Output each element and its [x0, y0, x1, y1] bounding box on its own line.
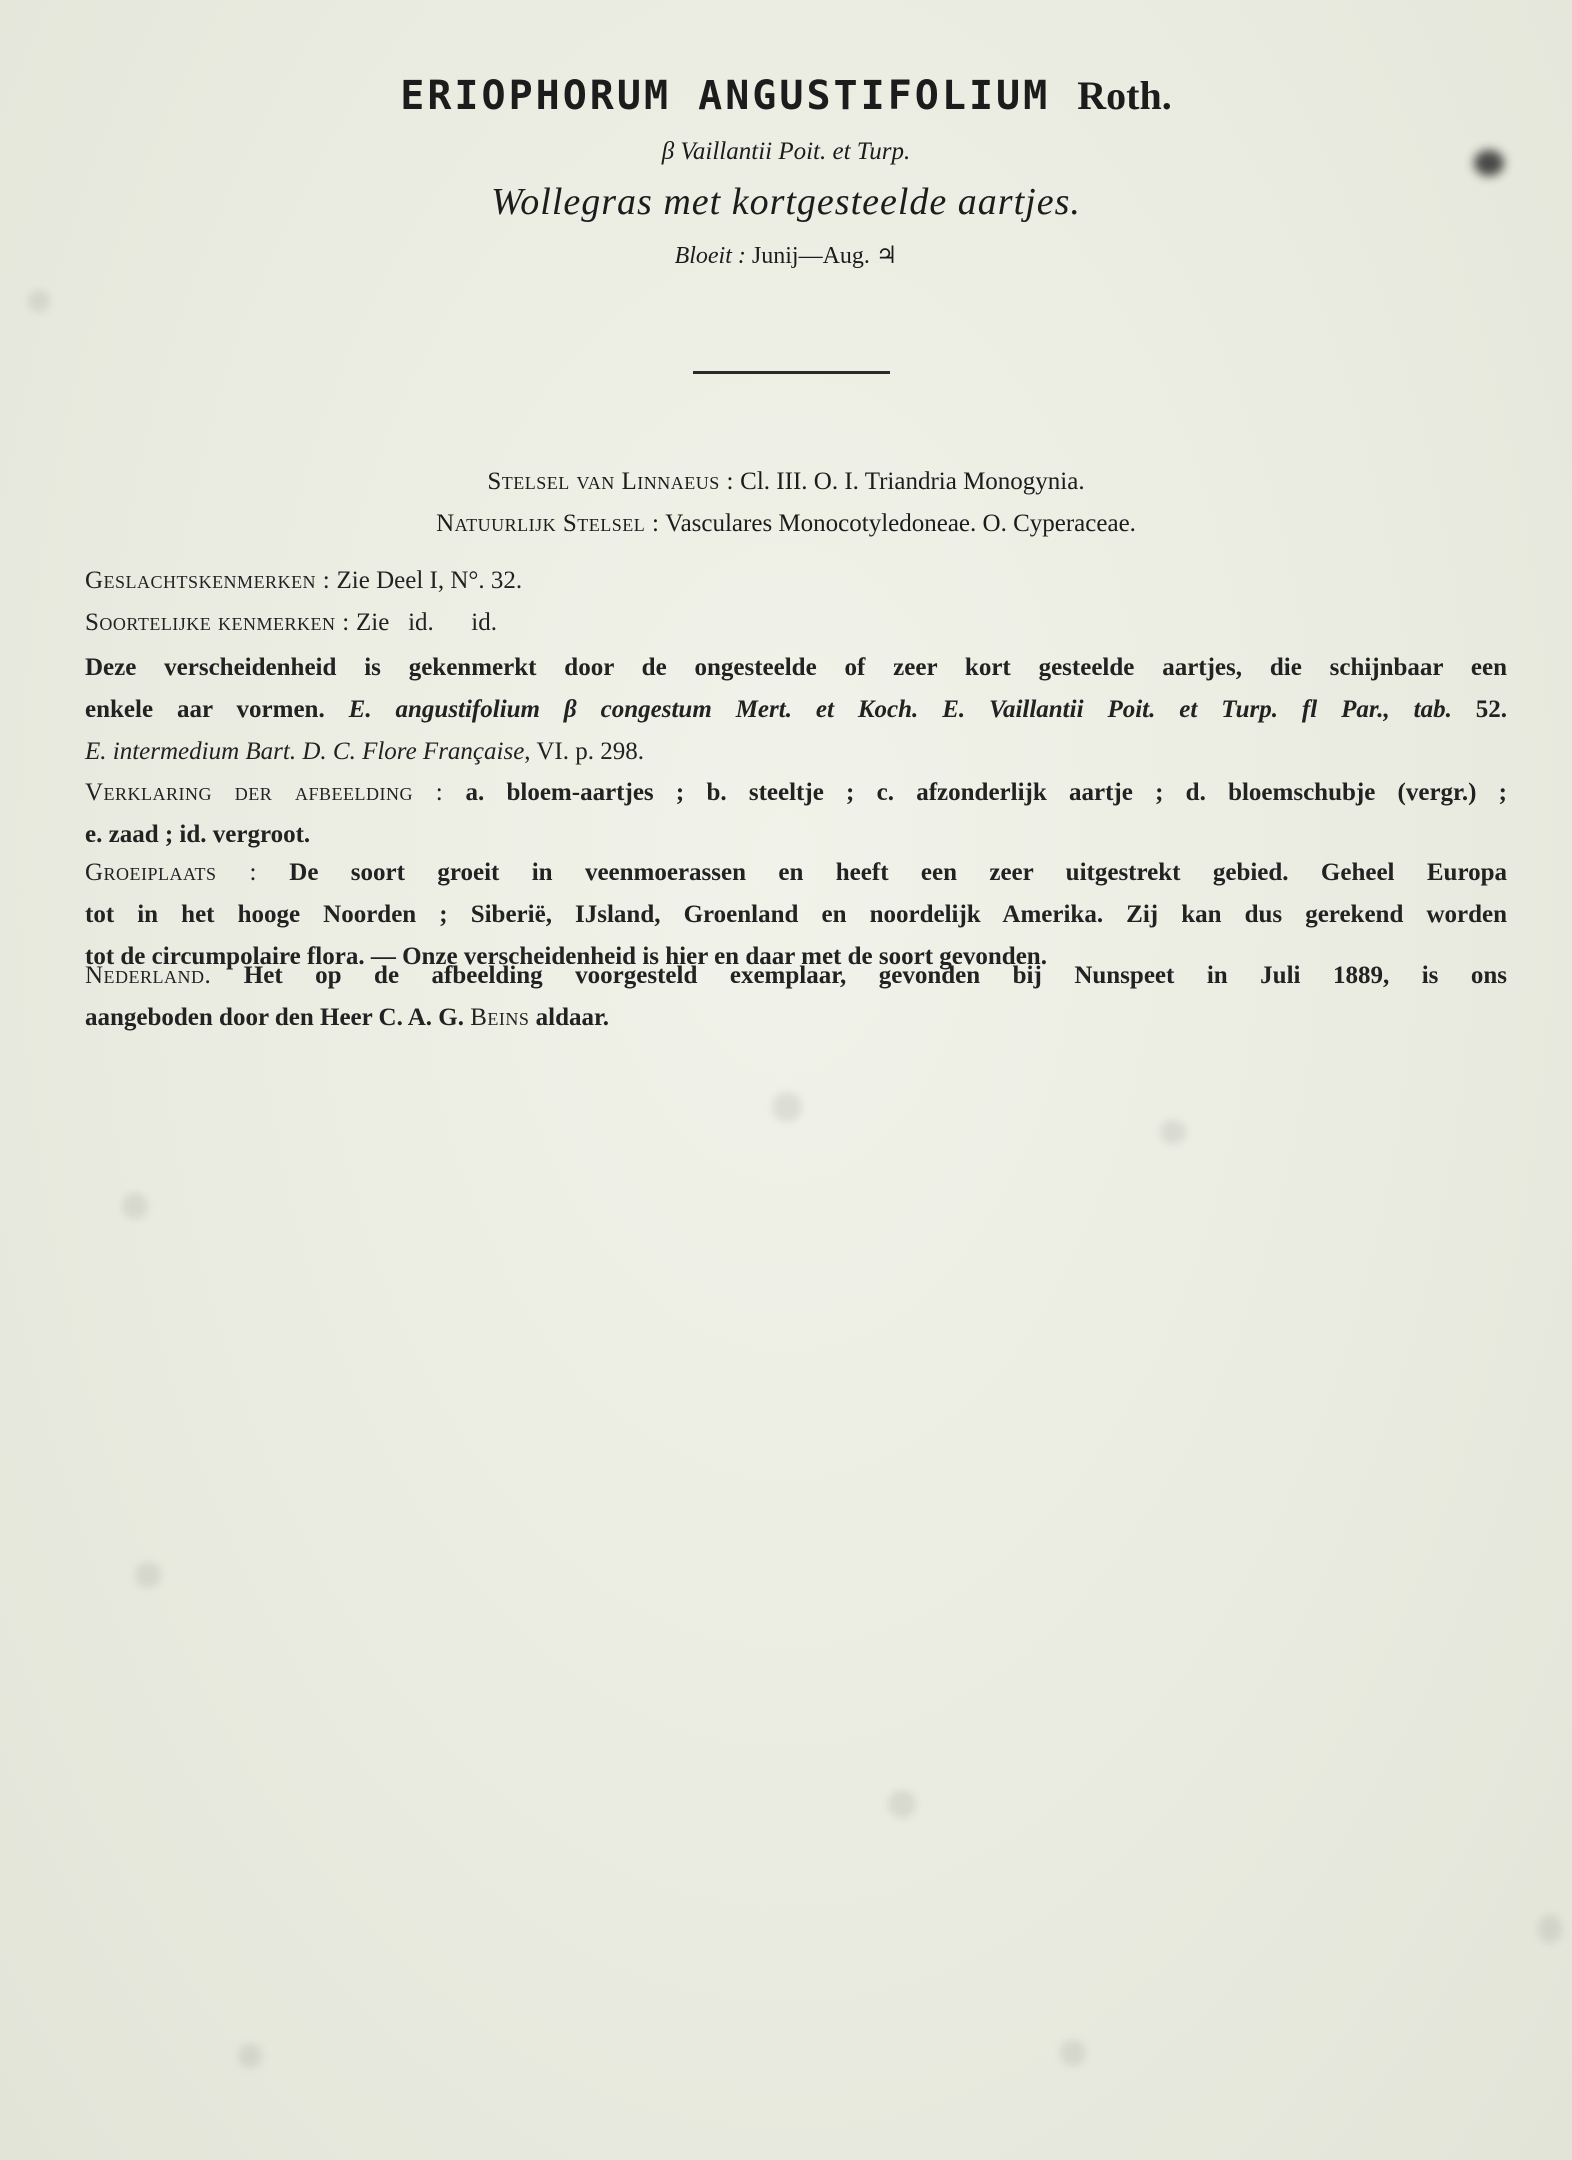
genus-value: Zie Deel I, N°. 32.	[336, 567, 523, 594]
habitat-label: Groeiplaats :	[85, 859, 257, 886]
netherlands-label: Nederland.	[85, 962, 212, 989]
bloom-value: Junij—Aug. ♃	[751, 243, 898, 269]
species-author: Roth.	[1077, 73, 1172, 118]
description-paragraph	[85, 647, 1507, 773]
natural-system	[0, 510, 1572, 538]
natural-label: Natuurlijk Stelsel :	[436, 510, 660, 537]
explanation-line	[85, 772, 1507, 814]
linnaeus-value: Cl. III. O. I. Triandria Monogynia.	[740, 468, 1085, 495]
description-text: enkele aar vormen.	[85, 696, 325, 723]
description-synonyms: E. angustifolium β congestum Mert. et Koch. E. Vaillantii Poit. et Turp. fl Par., tab.	[348, 696, 1452, 723]
paper-stain	[122, 1193, 148, 1219]
habitat-line: tot in het hooge Noorden ; Siberië, IJsland, Groenland en noordelijk Amerika. Zij kan dus gerekend worden	[85, 901, 1507, 928]
habitat-text: De soort groeit in veenmoerassen en heeft een zeer uitgestrekt gebied. Geheel Europa	[289, 859, 1508, 886]
paper-stain	[28, 290, 50, 312]
description-synonym: E. intermedium Bart. D. C. Flore Française	[85, 738, 525, 765]
genus-characters	[85, 560, 1507, 602]
species-value: Zie id. id.	[356, 609, 497, 636]
netherlands-text: Het op de afbeelding voorgesteld exemplaar, gevonden bij Nunspeet in Juli 1889, is ons	[243, 962, 1508, 989]
netherlands-line	[85, 997, 1507, 1039]
habitat-line	[85, 852, 1507, 894]
description-text: , VI. p. 298.	[524, 738, 644, 765]
netherlands-text: aldaar.	[535, 1004, 610, 1031]
bloom-label: Bloeit :	[674, 243, 746, 269]
donor-name: Beins	[470, 1004, 530, 1031]
paper-stain	[1538, 1915, 1562, 1943]
description-line: Deze verscheidenheid is gekenmerkt door de ongesteelde of zeer kort gesteelde aartjes, die schijnbaar een	[85, 654, 1507, 681]
divider-rule	[693, 371, 890, 374]
netherlands-line	[85, 955, 1507, 997]
netherlands-paragraph	[85, 955, 1507, 1039]
description-text: 52.	[1475, 696, 1508, 723]
netherlands-text: aangeboden door den Heer C. A. G.	[85, 1004, 464, 1031]
bloom-period	[0, 241, 1572, 270]
variety-name: β Vaillantii Poit. et Turp.	[661, 138, 911, 165]
linnaeus-label: Stelsel van Linnaeus :	[487, 468, 734, 495]
habitat-line: tot de circumpolaire flora. — Onze verscheidenheid is hier en daar met de soort gevonden.	[85, 943, 1047, 970]
description-line	[85, 731, 1507, 773]
explanation-label: Verklaring der afbeelding :	[85, 779, 444, 806]
species-title	[0, 72, 1572, 119]
paper-stain	[135, 1562, 161, 1588]
species-characters	[85, 602, 1507, 644]
common-name: Wollegras met kortgesteelde aartjes.	[491, 181, 1081, 223]
paper-stain	[1060, 2040, 1086, 2066]
linnaeus-system	[0, 468, 1572, 496]
natural-value: Vasculares Monocotyledoneae. O. Cyperaceae.	[665, 510, 1136, 537]
paper-stain	[888, 1790, 916, 1818]
species-label: Soortelijke kenmerken :	[85, 609, 350, 636]
paper-stain	[1160, 1120, 1186, 1144]
paper-stain	[238, 2044, 262, 2068]
figure-explanation	[85, 772, 1507, 856]
species-name: ERIOPHORUM ANGUSTIFOLIUM	[400, 73, 1051, 119]
explanation-line: e. zaad ; id. vergroot.	[85, 821, 311, 848]
description-line	[85, 689, 1507, 731]
genus-label: Geslachtskenmerken :	[85, 567, 331, 594]
paper-stain	[772, 1092, 802, 1122]
explanation-text: a. bloem-aartjes ; b. steeltje ; c. afzonderlijk aartje ; d. bloemschubje (vergr.) ;	[465, 779, 1508, 806]
